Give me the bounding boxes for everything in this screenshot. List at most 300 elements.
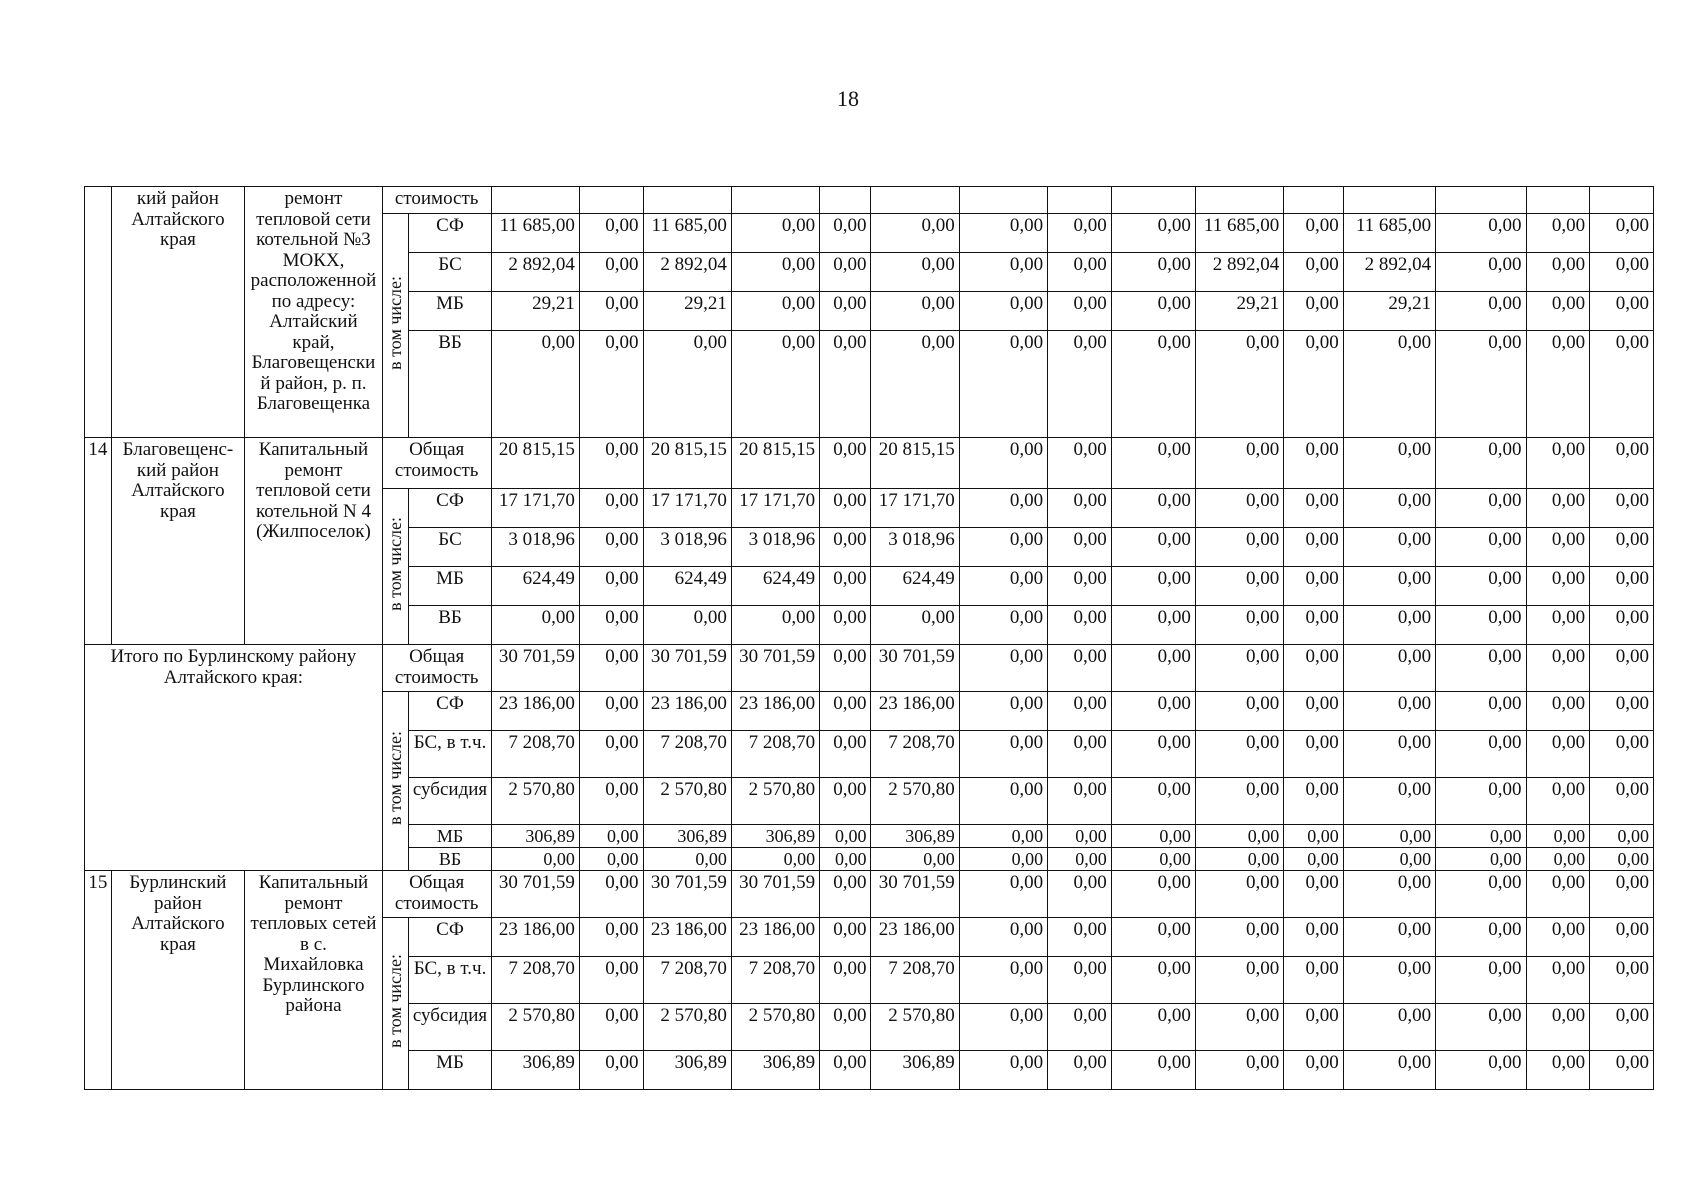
amount-cell: 0,00 <box>1048 292 1112 331</box>
amount-cell: 0,00 <box>1111 918 1195 957</box>
source-label: БС, в т.ч. <box>409 731 491 778</box>
amount-cell: 624,49 <box>731 567 819 606</box>
amount-cell: 0,00 <box>1111 1004 1195 1051</box>
amount-cell: 0,00 <box>579 778 643 825</box>
amount-cell: 0,00 <box>1590 606 1654 645</box>
amount-cell: 0,00 <box>1111 692 1195 731</box>
amount-cell: 0,00 <box>579 528 643 567</box>
amount-cell: 0,00 <box>1590 214 1654 253</box>
amount-cell: 0,00 <box>1111 489 1195 528</box>
amount-cell: 0,00 <box>1590 825 1654 848</box>
amount-cell: 0,00 <box>1195 1051 1283 1090</box>
amount-cell: 0,00 <box>1436 645 1526 692</box>
amount-cell: 0,00 <box>959 567 1047 606</box>
amount-cell: 0,00 <box>1436 1004 1526 1051</box>
amount-cell: 0,00 <box>820 567 871 606</box>
amount-cell: 0,00 <box>491 848 579 871</box>
amount-cell: 0,00 <box>959 918 1047 957</box>
amount-cell: 17 171,70 <box>871 489 959 528</box>
amount-cell: 0,00 <box>491 331 579 438</box>
amount-cell: 0,00 <box>1590 1004 1654 1051</box>
amount-cell <box>1343 187 1435 214</box>
amount-cell: 23 186,00 <box>871 918 959 957</box>
itogo-title: Итого по Бурлинскому району Алтайского края: <box>85 645 383 871</box>
total-label-line1: Общая <box>409 646 465 667</box>
amount-cell: 0,00 <box>1284 918 1344 957</box>
source-label: СФ <box>409 692 491 731</box>
amount-cell: 23 186,00 <box>491 692 579 731</box>
amount-cell: 0,00 <box>1048 645 1112 692</box>
amount-cell: 0,00 <box>1436 331 1526 438</box>
amount-cell: 0,00 <box>1195 918 1283 957</box>
amount-cell: 0,00 <box>1526 871 1590 918</box>
total-label-line2: стоимость <box>394 892 479 914</box>
amount-cell: 0,00 <box>1195 1004 1283 1051</box>
amount-cell: 0,00 <box>1284 1004 1344 1051</box>
amount-cell <box>1048 187 1112 214</box>
amount-cell: 17 171,70 <box>731 489 819 528</box>
amount-cell: 0,00 <box>1195 438 1283 489</box>
amount-cell: 7 208,70 <box>643 957 731 1004</box>
amount-cell: 0,00 <box>1526 848 1590 871</box>
source-label: МБ <box>409 825 491 848</box>
amount-cell: 0,00 <box>1195 778 1283 825</box>
amount-cell: 0,00 <box>1590 957 1654 1004</box>
amount-cell: 0,00 <box>643 331 731 438</box>
amount-cell: 0,00 <box>1195 825 1283 848</box>
source-label: ВБ <box>409 606 491 645</box>
amount-cell: 0,00 <box>1590 253 1654 292</box>
source-label: МБ <box>409 292 491 331</box>
amount-cell: 0,00 <box>1436 253 1526 292</box>
amount-cell: 306,89 <box>871 1051 959 1090</box>
amount-cell: 0,00 <box>1436 848 1526 871</box>
amount-cell: 0,00 <box>1343 1004 1435 1051</box>
amount-cell: 0,00 <box>1048 871 1112 918</box>
amount-cell: 0,00 <box>1284 692 1344 731</box>
amount-cell: 0,00 <box>959 528 1047 567</box>
amount-cell: 0,00 <box>959 692 1047 731</box>
amount-cell: 0,00 <box>1048 825 1112 848</box>
amount-cell: 0,00 <box>1436 438 1526 489</box>
amount-cell: 0,00 <box>731 292 819 331</box>
amount-cell: 306,89 <box>491 825 579 848</box>
amount-cell: 0,00 <box>1436 871 1526 918</box>
amount-cell: 0,00 <box>1590 918 1654 957</box>
amount-cell: 0,00 <box>1111 292 1195 331</box>
amount-cell: 306,89 <box>491 1051 579 1090</box>
amount-cell: 0,00 <box>1526 731 1590 778</box>
amount-cell <box>871 187 959 214</box>
amount-cell: 0,00 <box>1526 567 1590 606</box>
amount-cell: 3 018,96 <box>871 528 959 567</box>
amount-cell: 624,49 <box>643 567 731 606</box>
amount-cell: 30 701,59 <box>643 645 731 692</box>
v-tom-chisle-label <box>382 918 409 1090</box>
amount-cell: 29,21 <box>1343 292 1435 331</box>
amount-cell: 20 815,15 <box>731 438 819 489</box>
amount-cell: 0,00 <box>1526 918 1590 957</box>
amount-cell: 0,00 <box>1590 438 1654 489</box>
amount-cell: 2 570,80 <box>491 1004 579 1051</box>
amount-cell: 20 815,15 <box>491 438 579 489</box>
source-label: субсидия <box>409 1004 491 1051</box>
amount-cell: 0,00 <box>1343 645 1435 692</box>
amount-cell: 0,00 <box>579 214 643 253</box>
amount-cell: 0,00 <box>1526 692 1590 731</box>
amount-cell: 0,00 <box>1436 825 1526 848</box>
amount-cell: 0,00 <box>579 918 643 957</box>
amount-cell: 306,89 <box>871 825 959 848</box>
amount-cell: 0,00 <box>1195 567 1283 606</box>
amount-cell: 0,00 <box>579 438 643 489</box>
amount-cell: 0,00 <box>1111 528 1195 567</box>
amount-cell: 0,00 <box>579 825 643 848</box>
amount-cell: 0,00 <box>1111 331 1195 438</box>
source-label: БС, в т.ч. <box>409 957 491 1004</box>
amount-cell: 0,00 <box>1284 848 1344 871</box>
amount-cell <box>491 187 579 214</box>
amount-cell: 0,00 <box>731 606 819 645</box>
amount-cell: 0,00 <box>959 331 1047 438</box>
amount-cell <box>1111 187 1195 214</box>
amount-cell: 0,00 <box>1436 567 1526 606</box>
amount-cell: 23 186,00 <box>643 918 731 957</box>
amount-cell <box>1436 187 1526 214</box>
stoimost-cont-label: стоимость <box>382 187 491 214</box>
amount-cell: 2 570,80 <box>871 1004 959 1051</box>
amount-cell: 306,89 <box>731 1051 819 1090</box>
amount-cell <box>1526 187 1590 214</box>
amount-cell: 2 570,80 <box>731 1004 819 1051</box>
amount-cell: 0,00 <box>1284 957 1344 1004</box>
amount-cell: 0,00 <box>1048 567 1112 606</box>
amount-cell: 0,00 <box>959 489 1047 528</box>
amount-cell: 0,00 <box>1343 848 1435 871</box>
amount-cell: 0,00 <box>1436 778 1526 825</box>
amount-cell: 23 186,00 <box>731 692 819 731</box>
amount-cell: 2 570,80 <box>731 778 819 825</box>
amount-cell: 11 685,00 <box>491 214 579 253</box>
amount-cell: 2 570,80 <box>491 778 579 825</box>
amount-cell: 7 208,70 <box>871 731 959 778</box>
amount-cell: 0,00 <box>1284 731 1344 778</box>
amount-cell: 0,00 <box>1526 957 1590 1004</box>
amount-cell: 0,00 <box>871 214 959 253</box>
amount-cell: 0,00 <box>1195 848 1283 871</box>
amount-cell: 0,00 <box>1111 848 1195 871</box>
amount-cell: 0,00 <box>1284 214 1344 253</box>
amount-cell: 0,00 <box>959 214 1047 253</box>
amount-cell: 0,00 <box>1590 692 1654 731</box>
amount-cell: 0,00 <box>1284 292 1344 331</box>
amount-cell: 23 186,00 <box>731 918 819 957</box>
amount-cell: 0,00 <box>1195 731 1283 778</box>
amount-cell: 0,00 <box>1048 1004 1112 1051</box>
amount-cell: 0,00 <box>1195 692 1283 731</box>
amount-cell: 0,00 <box>1436 214 1526 253</box>
amount-cell: 0,00 <box>1526 292 1590 331</box>
district-cell: кий район Алтайского края <box>111 187 244 438</box>
object-cell: Капитальный ремонт тепловых сетей в с. Михайловка Бурлинского района <box>245 871 383 1090</box>
amount-cell: 0,00 <box>820 331 871 438</box>
amount-cell: 0,00 <box>579 1004 643 1051</box>
amount-cell: 0,00 <box>1195 957 1283 1004</box>
total-label <box>382 645 491 692</box>
amount-cell: 0,00 <box>731 848 819 871</box>
amount-cell: 0,00 <box>1048 918 1112 957</box>
amount-cell: 0,00 <box>1526 1051 1590 1090</box>
row-number-cell: 14 <box>85 438 112 645</box>
amount-cell: 0,00 <box>959 606 1047 645</box>
amount-cell: 0,00 <box>871 606 959 645</box>
amount-cell: 30 701,59 <box>643 871 731 918</box>
amount-cell: 0,00 <box>1284 825 1344 848</box>
amount-cell: 11 685,00 <box>1195 214 1283 253</box>
amount-cell: 0,00 <box>1284 253 1344 292</box>
source-label: СФ <box>409 214 491 253</box>
amount-cell <box>1284 187 1344 214</box>
amount-cell: 0,00 <box>1343 528 1435 567</box>
total-label-line1: Общая <box>409 872 465 893</box>
source-label: ВБ <box>409 848 491 871</box>
amount-cell: 0,00 <box>959 825 1047 848</box>
amount-cell: 0,00 <box>1111 871 1195 918</box>
amount-cell: 0,00 <box>1284 1051 1344 1090</box>
amount-cell: 0,00 <box>1526 606 1590 645</box>
amount-cell: 0,00 <box>959 848 1047 871</box>
amount-cell: 0,00 <box>1195 489 1283 528</box>
amount-cell: 23 186,00 <box>491 918 579 957</box>
amount-cell: 0,00 <box>579 606 643 645</box>
amount-cell: 0,00 <box>1526 214 1590 253</box>
amount-cell: 624,49 <box>491 567 579 606</box>
amount-cell: 0,00 <box>1590 778 1654 825</box>
amount-cell: 0,00 <box>1343 871 1435 918</box>
page-number: 18 <box>837 86 859 111</box>
amount-cell: 0,00 <box>1436 489 1526 528</box>
table-row <box>85 645 1654 692</box>
amount-cell: 0,00 <box>1526 645 1590 692</box>
amount-cell: 0,00 <box>1343 567 1435 606</box>
amount-cell: 0,00 <box>1436 528 1526 567</box>
amount-cell: 0,00 <box>1111 1051 1195 1090</box>
amount-cell: 0,00 <box>1048 214 1112 253</box>
amount-cell: 0,00 <box>579 848 643 871</box>
amount-cell: 0,00 <box>643 606 731 645</box>
amount-cell: 0,00 <box>820 1004 871 1051</box>
amount-cell: 0,00 <box>959 731 1047 778</box>
amount-cell: 0,00 <box>1048 331 1112 438</box>
v-tom-chisle-text: в том числе: <box>384 516 405 611</box>
amount-cell: 0,00 <box>1111 214 1195 253</box>
amount-cell: 30 701,59 <box>871 645 959 692</box>
district-cell: Благовещенс-кий район Алтайского края <box>111 438 244 645</box>
amount-cell: 0,00 <box>1590 331 1654 438</box>
amount-cell: 0,00 <box>1111 567 1195 606</box>
amount-cell: 0,00 <box>1111 778 1195 825</box>
amount-cell: 0,00 <box>1048 1051 1112 1090</box>
amount-cell: 0,00 <box>1436 692 1526 731</box>
amount-cell: 0,00 <box>1284 438 1344 489</box>
amount-cell: 0,00 <box>1343 489 1435 528</box>
amount-cell: 0,00 <box>579 871 643 918</box>
amount-cell <box>643 187 731 214</box>
amount-cell: 0,00 <box>1343 331 1435 438</box>
amount-cell: 0,00 <box>871 848 959 871</box>
amount-cell: 0,00 <box>871 331 959 438</box>
amount-cell: 0,00 <box>959 438 1047 489</box>
amount-cell <box>959 187 1047 214</box>
source-label: МБ <box>409 567 491 606</box>
amount-cell: 0,00 <box>820 528 871 567</box>
amount-cell: 0,00 <box>820 645 871 692</box>
total-label-line2: стоимость <box>394 459 479 481</box>
amount-cell: 306,89 <box>643 825 731 848</box>
total-label <box>382 871 491 918</box>
amount-cell: 0,00 <box>820 438 871 489</box>
source-label: СФ <box>409 918 491 957</box>
amount-cell: 0,00 <box>1048 528 1112 567</box>
amount-cell: 0,00 <box>820 489 871 528</box>
amount-cell: 0,00 <box>579 731 643 778</box>
amount-cell: 0,00 <box>871 292 959 331</box>
amount-cell: 0,00 <box>1111 825 1195 848</box>
amount-cell: 2 570,80 <box>643 778 731 825</box>
amount-cell: 0,00 <box>1343 438 1435 489</box>
amount-cell: 0,00 <box>1284 871 1344 918</box>
object-cell: ремонт тепловой сети котельной №3 МОКХ, расположенной по адресу: Алтайский край, Благовещенский район, р. п. Благовещенка <box>245 187 383 438</box>
amount-cell: 0,00 <box>1436 606 1526 645</box>
amount-cell: 2 570,80 <box>871 778 959 825</box>
amount-cell: 0,00 <box>820 848 871 871</box>
amount-cell: 0,00 <box>1590 292 1654 331</box>
table-row <box>85 187 1654 214</box>
total-label-line1: Общая <box>409 439 465 460</box>
amount-cell: 0,00 <box>1195 331 1283 438</box>
amount-cell: 0,00 <box>1526 528 1590 567</box>
amount-cell: 0,00 <box>579 292 643 331</box>
amount-cell: 0,00 <box>1284 489 1344 528</box>
v-tom-chisle-text: в том числе: <box>384 275 405 370</box>
amount-cell: 0,00 <box>1590 489 1654 528</box>
amount-cell: 0,00 <box>731 331 819 438</box>
amount-cell: 0,00 <box>1195 606 1283 645</box>
total-label <box>382 438 491 489</box>
amount-cell: 0,00 <box>579 331 643 438</box>
amount-cell: 0,00 <box>820 731 871 778</box>
amount-cell: 0,00 <box>1526 331 1590 438</box>
amount-cell: 0,00 <box>959 645 1047 692</box>
amount-cell: 2 892,04 <box>1195 253 1283 292</box>
amount-cell: 0,00 <box>731 253 819 292</box>
amount-cell: 0,00 <box>820 918 871 957</box>
amount-cell: 0,00 <box>1526 489 1590 528</box>
v-tom-chisle-label <box>382 692 409 871</box>
amount-cell: 0,00 <box>1284 645 1344 692</box>
amount-cell: 0,00 <box>579 489 643 528</box>
amount-cell: 0,00 <box>1590 848 1654 871</box>
amount-cell: 17 171,70 <box>643 489 731 528</box>
amount-cell: 0,00 <box>1284 778 1344 825</box>
amount-cell: 3 018,96 <box>643 528 731 567</box>
amount-cell: 29,21 <box>491 292 579 331</box>
amount-cell <box>579 187 643 214</box>
amount-cell: 306,89 <box>731 825 819 848</box>
amount-cell: 0,00 <box>1284 606 1344 645</box>
row-number-cell <box>85 187 112 438</box>
total-label-line2: стоимость <box>394 666 479 688</box>
amount-cell: 23 186,00 <box>643 692 731 731</box>
amount-cell: 30 701,59 <box>731 645 819 692</box>
amount-cell: 0,00 <box>1436 731 1526 778</box>
amount-cell: 30 701,59 <box>731 871 819 918</box>
amount-cell: 7 208,70 <box>871 957 959 1004</box>
amount-cell: 0,00 <box>871 253 959 292</box>
amount-cell: 0,00 <box>1436 957 1526 1004</box>
amount-cell <box>1590 187 1654 214</box>
source-label: МБ <box>409 1051 491 1090</box>
v-tom-chisle-text: в том числе: <box>384 953 405 1048</box>
v-tom-chisle-label <box>382 489 409 645</box>
amount-cell: 0,00 <box>1590 567 1654 606</box>
amount-cell: 0,00 <box>1284 528 1344 567</box>
amount-cell: 0,00 <box>820 253 871 292</box>
amount-cell: 3 018,96 <box>491 528 579 567</box>
amount-cell: 0,00 <box>1048 253 1112 292</box>
amount-cell: 7 208,70 <box>491 957 579 1004</box>
amount-cell: 0,00 <box>1048 731 1112 778</box>
amount-cell: 11 685,00 <box>643 214 731 253</box>
amount-cell: 0,00 <box>1526 1004 1590 1051</box>
amount-cell: 20 815,15 <box>643 438 731 489</box>
amount-cell: 0,00 <box>1343 692 1435 731</box>
amount-cell: 7 208,70 <box>731 957 819 1004</box>
table-row <box>85 871 1654 918</box>
amount-cell: 0,00 <box>1343 1051 1435 1090</box>
amount-cell: 0,00 <box>1195 871 1283 918</box>
amount-cell: 0,00 <box>643 848 731 871</box>
amount-cell: 0,00 <box>1195 528 1283 567</box>
amount-cell: 0,00 <box>1436 292 1526 331</box>
amount-cell: 0,00 <box>1590 1051 1654 1090</box>
amount-cell: 0,00 <box>1048 489 1112 528</box>
amount-cell: 0,00 <box>1048 692 1112 731</box>
table-row <box>85 438 1654 489</box>
amount-cell <box>820 187 871 214</box>
amount-cell: 0,00 <box>1048 778 1112 825</box>
amount-cell: 0,00 <box>1590 871 1654 918</box>
amount-cell: 0,00 <box>1048 606 1112 645</box>
amount-cell: 0,00 <box>820 1051 871 1090</box>
amount-cell: 0,00 <box>1284 331 1344 438</box>
amount-cell: 0,00 <box>579 645 643 692</box>
amount-cell: 0,00 <box>1195 645 1283 692</box>
amount-cell: 11 685,00 <box>1343 214 1435 253</box>
v-tom-chisle-text: в том числе: <box>384 731 405 826</box>
amount-cell: 0,00 <box>1343 825 1435 848</box>
amount-cell: 0,00 <box>959 957 1047 1004</box>
amount-cell: 29,21 <box>1195 292 1283 331</box>
source-label: субсидия <box>409 778 491 825</box>
row-number-cell: 15 <box>85 871 112 1090</box>
amount-cell: 0,00 <box>1048 848 1112 871</box>
amount-cell: 0,00 <box>820 778 871 825</box>
source-label: БС <box>409 253 491 292</box>
source-label: БС <box>409 528 491 567</box>
amount-cell: 0,00 <box>1590 731 1654 778</box>
amount-cell <box>1195 187 1283 214</box>
